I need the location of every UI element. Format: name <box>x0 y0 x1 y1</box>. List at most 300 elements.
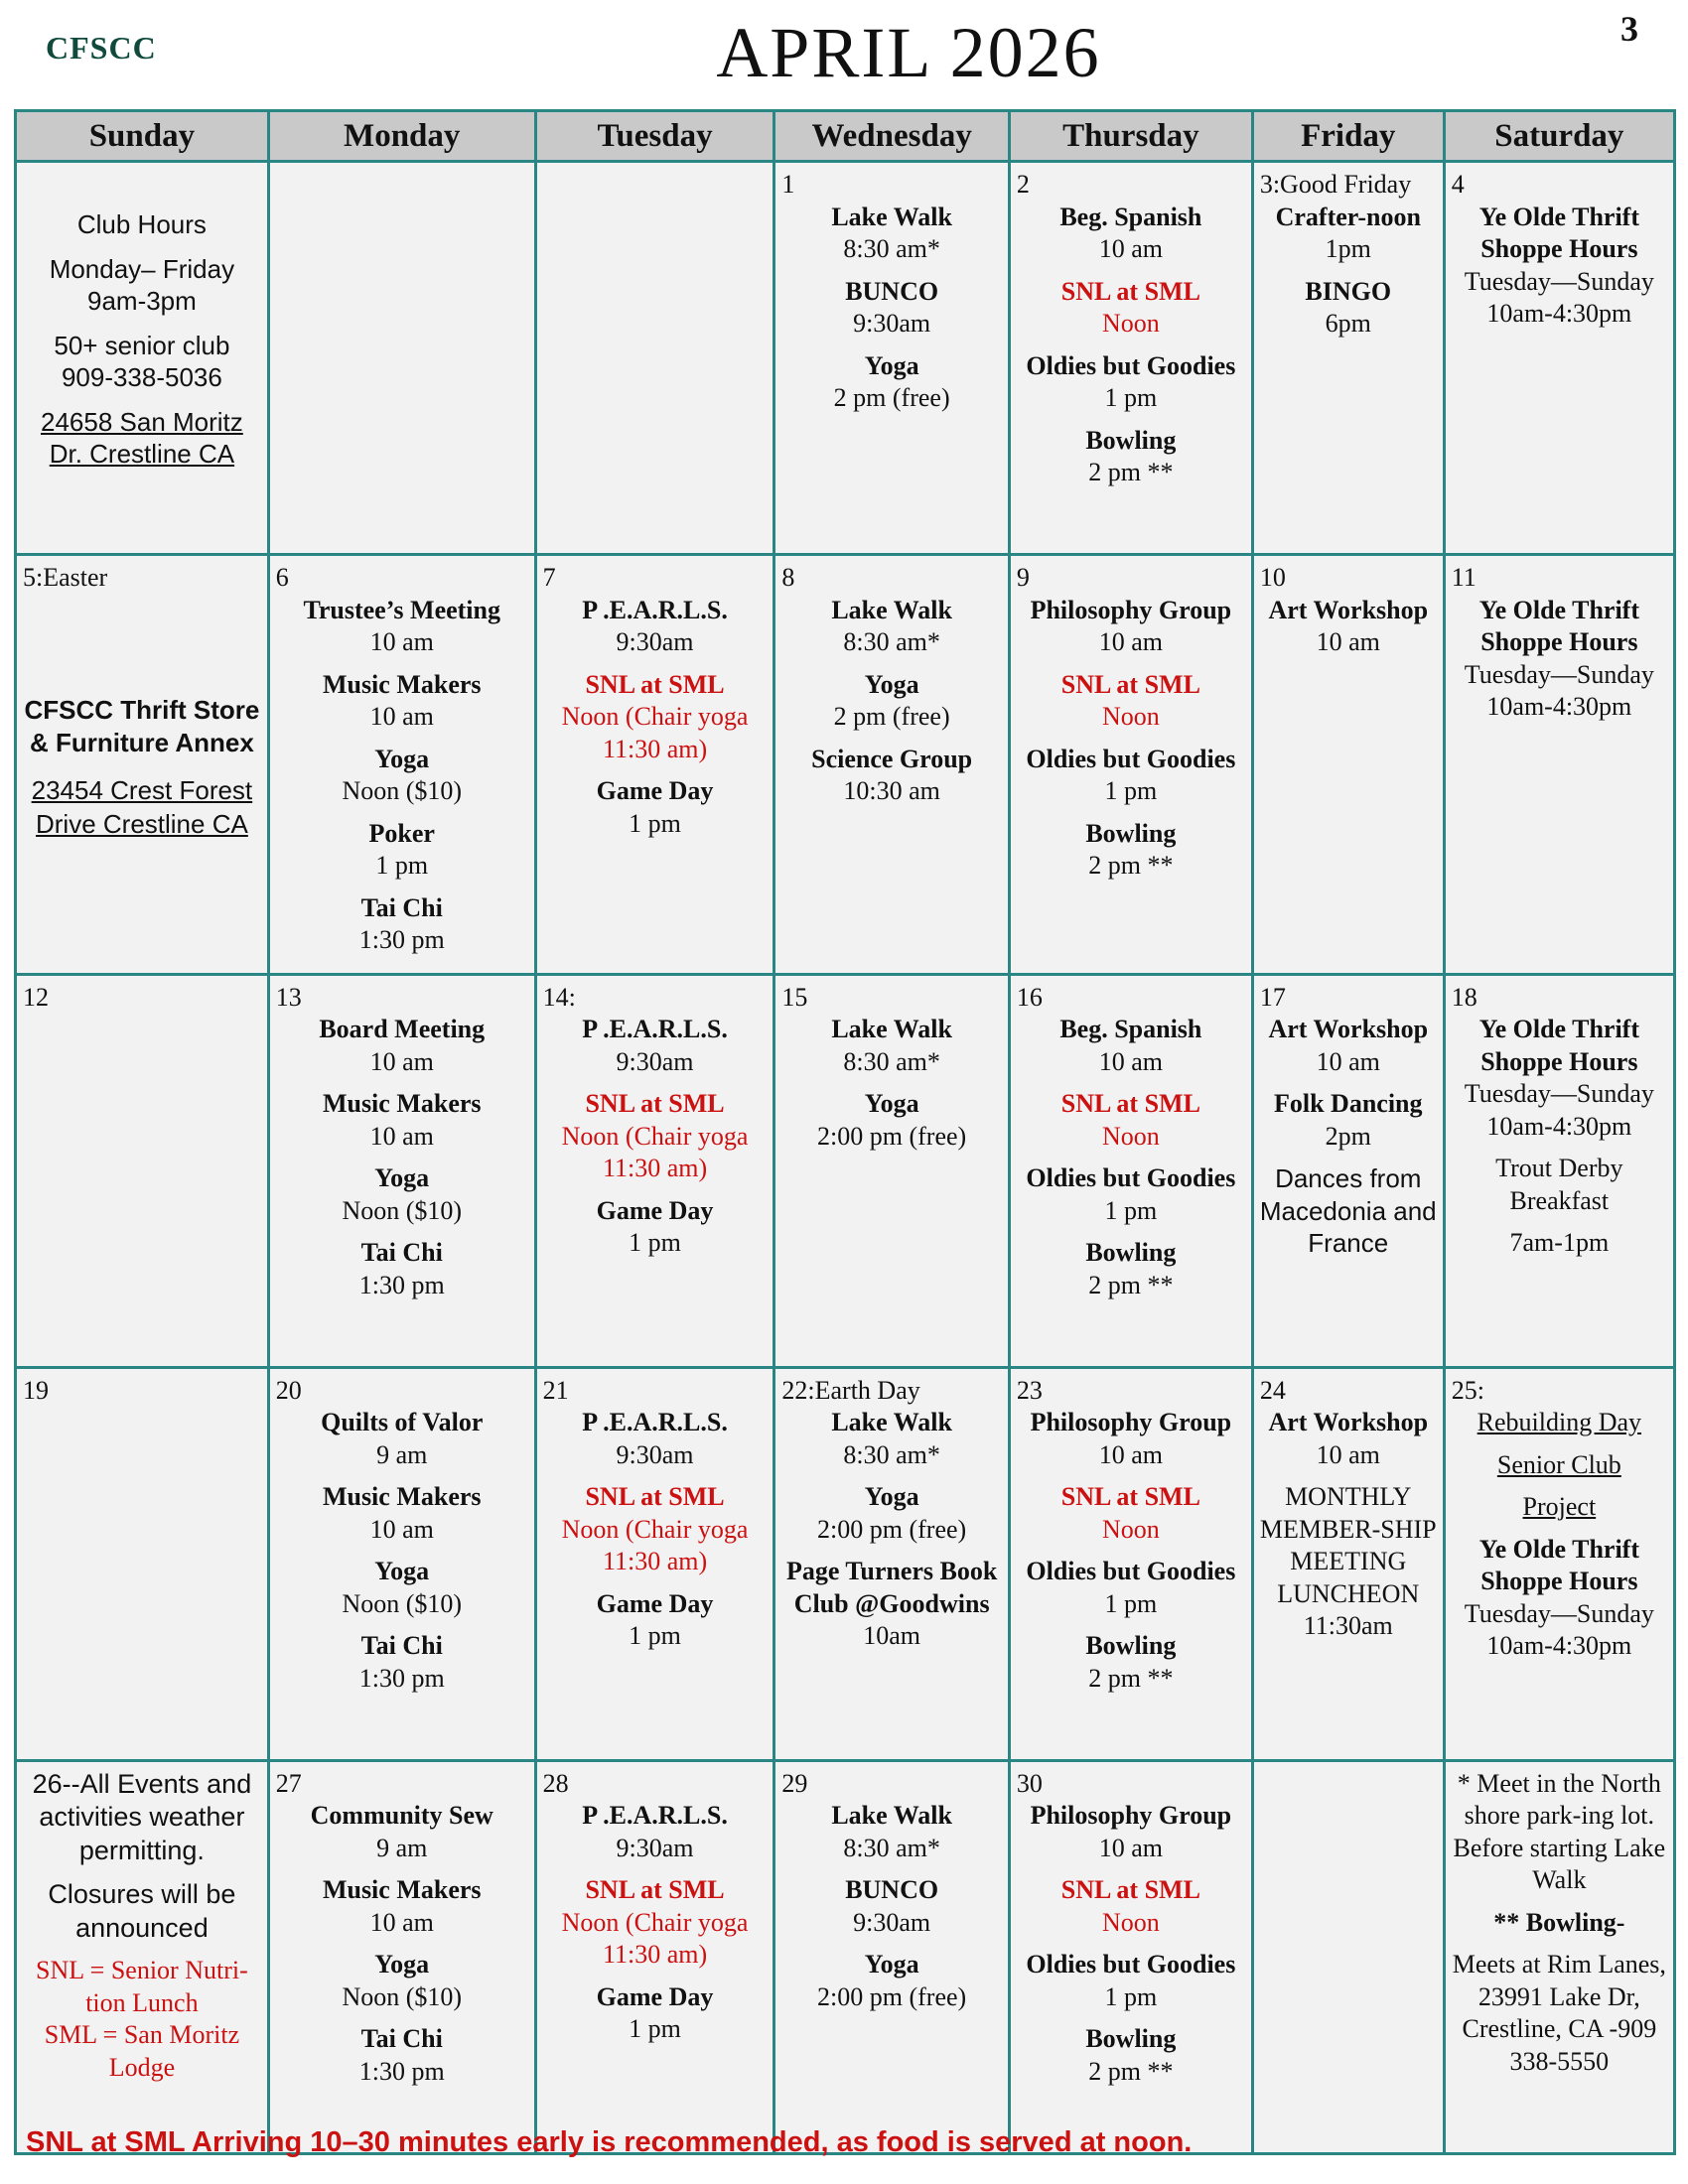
event <box>276 1800 528 1864</box>
day-number: 17 <box>1259 982 1286 1012</box>
event-name: P .E.A.R.L.S. <box>582 1015 728 1043</box>
event-time: Noon ($10) <box>342 1588 463 1618</box>
day-cell <box>16 974 269 1367</box>
club-address[interactable]: 24658 San Moritz Dr. Crestline CA <box>41 406 243 469</box>
event <box>543 1981 768 2046</box>
event-time: 1:30 pm <box>358 1663 445 1693</box>
event <box>276 892 528 957</box>
event-time: 8:30 am* <box>843 234 940 263</box>
event-name: Board Meeting <box>319 1015 486 1043</box>
event-time: Tuesday—Sunday 10am-4:30pm <box>1464 659 1654 721</box>
day-cell <box>535 1760 774 2153</box>
day-number: 18 <box>1451 982 1477 1012</box>
event-name: Lake Walk <box>831 1408 952 1436</box>
day-cell <box>1252 974 1444 1367</box>
event-time: Tuesday—Sunday 10am-4:30pm <box>1464 1079 1654 1141</box>
event <box>276 1949 528 2013</box>
day-number: 27 <box>275 1768 302 1798</box>
event <box>781 1556 1002 1653</box>
event-time: 1 pm <box>629 1228 681 1257</box>
event <box>276 1162 528 1227</box>
day-number: 28 <box>542 1768 569 1798</box>
event-name: Music Makers <box>322 1482 482 1511</box>
day-cell <box>1009 162 1252 555</box>
weekday-header: Sunday <box>16 111 269 162</box>
event-name: Oldies but Goodies <box>1026 744 1236 773</box>
event-name: Yoga <box>864 1482 919 1511</box>
event <box>1017 276 1245 341</box>
event-time: MONTHLY MEMBER-SHIP MEETING LUNCHEON 11:30am <box>1259 1482 1437 1640</box>
day-cell <box>1444 162 1674 555</box>
event-name: Poker <box>368 818 435 848</box>
weekday-header: Wednesday <box>774 111 1010 162</box>
day-number: 22:Earth Day <box>781 1375 920 1405</box>
event <box>1260 595 1437 659</box>
day-number: 20 <box>275 1375 302 1405</box>
event-time: Project <box>1522 1492 1597 1521</box>
event <box>276 669 528 734</box>
event-name: Oldies but Goodies <box>1026 1557 1236 1585</box>
event <box>1260 1014 1437 1078</box>
event-name: Oldies but Goodies <box>1026 350 1236 380</box>
sml-definition: SML = San Moritz Lodge <box>44 2020 240 2082</box>
event <box>1017 1556 1245 1620</box>
event-name: P .E.A.R.L.S. <box>582 595 728 624</box>
day-number: 14: <box>542 982 576 1012</box>
week-row <box>16 1367 1675 1760</box>
event-time: 9 am <box>376 1439 428 1469</box>
event <box>543 1800 768 1864</box>
event <box>781 1800 1002 1864</box>
event <box>1017 350 1245 415</box>
day-cell <box>1444 974 1674 1367</box>
event-name: Philosophy Group <box>1030 595 1232 624</box>
event-time: 2 pm ** <box>1088 1270 1174 1299</box>
event <box>276 1481 528 1546</box>
event <box>543 595 768 659</box>
event-name: SNL at SML <box>1060 276 1200 306</box>
event <box>781 744 1002 808</box>
event-time: 1 pm <box>1104 383 1158 412</box>
day-number: 21 <box>542 1375 569 1405</box>
event <box>1452 1014 1667 1143</box>
event-name: Yoga <box>374 1163 430 1192</box>
event-name: BUNCO <box>845 1875 939 1904</box>
event <box>1017 744 1245 808</box>
event-name: SNL at SML <box>1060 1482 1200 1511</box>
event-name: BUNCO <box>845 276 939 306</box>
weather-note: 26--All Events and activities weather permitting. <box>32 1768 252 1865</box>
event <box>1260 1481 1437 1643</box>
event-name: Yoga <box>864 1089 919 1118</box>
weekday-header: Friday <box>1252 111 1444 162</box>
closures-note: Closures will be announced <box>48 1878 236 1943</box>
event-time: 7am-1pm <box>1509 1228 1610 1257</box>
event-time: 2 pm (free) <box>833 702 950 731</box>
day-cell <box>1252 1367 1444 1760</box>
event-name: Game Day <box>596 1981 714 2011</box>
event <box>1452 1153 1667 1217</box>
event-name: Crafter-noon <box>1275 202 1421 231</box>
footer-note: SNL at SML Arriving 10–30 minutes early is recommended, as food is served at noon. <box>26 2126 1193 2158</box>
event-time: 8:30 am* <box>843 1833 940 1862</box>
event-time: 1 pm <box>629 2014 681 2043</box>
event <box>1260 1407 1437 1471</box>
event <box>543 1481 768 1578</box>
event <box>1017 669 1245 734</box>
snl-definition: SNL = Senior Nutri-tion Lunch <box>36 1956 248 2017</box>
event <box>781 1481 1002 1546</box>
event-time: 2 pm ** <box>1088 458 1174 486</box>
event-time: 10 am <box>1098 1046 1163 1076</box>
event-time: 10 am <box>369 1046 434 1076</box>
event-name: BINGO <box>1305 276 1392 306</box>
event-name: Yoga <box>374 1557 430 1585</box>
day-cell <box>774 974 1010 1367</box>
event <box>781 350 1002 415</box>
event <box>1017 595 1245 659</box>
event <box>543 669 768 766</box>
event-time: 6pm <box>1325 309 1371 338</box>
event-name: Yoga <box>864 669 919 699</box>
event-time: Tuesday—Sunday 10am-4:30pm <box>1464 266 1654 328</box>
day-cell <box>774 555 1010 975</box>
event <box>1017 1630 1245 1695</box>
event-name: Trustee’s Meeting <box>303 595 500 624</box>
bowling-note-label: ** Bowling- <box>1493 1907 1625 1937</box>
event-time: 1 pm <box>1104 1195 1158 1225</box>
event-name: Art Workshop <box>1268 595 1429 624</box>
event-name: Beg. Spanish <box>1059 1015 1202 1043</box>
day-number: 15 <box>781 982 808 1012</box>
event-name: Community Sew <box>310 1801 493 1830</box>
event <box>781 1014 1002 1078</box>
event-name: Ye Olde Thrift Shoppe Hours <box>1478 595 1639 656</box>
page-title: APRIL 2026 <box>716 13 1101 92</box>
event <box>276 1407 528 1471</box>
event-time: 1 pm <box>1104 1588 1158 1618</box>
event-time: Noon <box>1101 1514 1160 1544</box>
event-name: Folk Dancing <box>1273 1089 1423 1118</box>
day-cell <box>16 555 269 975</box>
event <box>543 1874 768 1972</box>
day-number: 29 <box>781 1768 808 1798</box>
event-name: Yoga <box>374 1950 430 1979</box>
event <box>276 2023 528 2088</box>
event-time: Senior Club <box>1496 1449 1621 1479</box>
event-name: P .E.A.R.L.S. <box>582 1408 728 1436</box>
event-time: Noon ($10) <box>342 776 463 805</box>
event <box>276 1088 528 1153</box>
event-name: SNL at SML <box>1060 1875 1200 1904</box>
event-time: Noon (Chair yoga 11:30 am) <box>561 1121 749 1182</box>
day-number: 24 <box>1259 1375 1286 1405</box>
day-number: 30 <box>1016 1768 1043 1798</box>
event <box>543 1195 768 1260</box>
event <box>781 276 1002 341</box>
event-name: Science Group <box>811 744 973 773</box>
event-time: 10 am <box>1098 1439 1163 1469</box>
event-name: Lake Walk <box>831 202 952 231</box>
event-name: SNL at SML <box>1060 669 1200 699</box>
club-contact: 50+ senior club 909-338-5036 <box>54 330 230 392</box>
day-cell <box>1252 162 1444 555</box>
event-time: Noon <box>1101 1907 1160 1937</box>
event <box>1017 1481 1245 1546</box>
event-name: SNL at SML <box>585 669 725 699</box>
day-cell <box>1252 555 1444 975</box>
event <box>781 595 1002 659</box>
day-cell <box>535 162 774 555</box>
event-time: Noon ($10) <box>342 1195 463 1225</box>
event-name: Lake Walk <box>831 1801 952 1830</box>
event <box>276 1874 528 1939</box>
event-name: Philosophy Group <box>1030 1408 1232 1436</box>
event <box>1452 1407 1667 1439</box>
event-name: Beg. Spanish <box>1059 202 1202 231</box>
event <box>1452 1534 1667 1663</box>
event-name: Tai Chi <box>360 1238 443 1267</box>
event <box>543 1407 768 1471</box>
event-name: Bowling <box>1085 1631 1177 1660</box>
event-name: P .E.A.R.L.S. <box>582 1801 728 1830</box>
event-time: 10 am <box>369 1907 434 1937</box>
event-time: 10 am <box>1316 1046 1380 1076</box>
event <box>1260 202 1437 266</box>
week-row <box>16 974 1675 1367</box>
weekday-header-row <box>16 111 1675 162</box>
event-time: Tuesday—Sunday 10am-4:30pm <box>1464 1598 1654 1660</box>
day-cell <box>1009 974 1252 1367</box>
event-time: Trout Derby Breakfast <box>1495 1154 1623 1215</box>
org-name: CFSCC <box>46 30 157 66</box>
event-name: Game Day <box>596 1588 714 1618</box>
event <box>1452 202 1667 331</box>
event-time: 10:30 am <box>843 776 940 805</box>
club-hours: Monday– Friday 9am-3pm <box>49 253 235 316</box>
event <box>1452 1491 1667 1524</box>
event-time: Noon (Chair yoga 11:30 am) <box>561 1907 749 1969</box>
day-number: 11 <box>1451 563 1477 592</box>
day-cell <box>1009 555 1252 975</box>
event-time: 1 pm <box>1104 1981 1158 2011</box>
event-time: 9:30am <box>616 1046 694 1076</box>
event-name: Bowling <box>1085 425 1177 455</box>
day-cell <box>16 1760 269 2153</box>
event-time: Noon (Chair yoga 11:30 am) <box>561 1514 749 1575</box>
event-name: Ye Olde Thrift Shoppe Hours <box>1478 202 1639 263</box>
day-number: 2 <box>1016 170 1030 199</box>
day-cell <box>1009 1367 1252 1760</box>
event-time: 10 am <box>369 702 434 731</box>
event <box>276 1237 528 1301</box>
event-name: Art Workshop <box>1268 1408 1429 1436</box>
event-name: Tai Chi <box>360 1631 443 1660</box>
event-time: Dances from Macedonia and France <box>1259 1163 1437 1258</box>
day-cell <box>268 162 535 555</box>
weekday-header: Saturday <box>1444 111 1674 162</box>
event-time: 9:30am <box>616 627 694 656</box>
event-time: Noon <box>1101 702 1160 731</box>
event <box>1260 1088 1437 1153</box>
event-time: 2pm <box>1325 1121 1371 1151</box>
thrift-store-label: CFSCC Thrift Store & Furniture Annex <box>24 694 260 758</box>
event <box>276 1630 528 1695</box>
event-name: SNL at SML <box>1060 1089 1200 1118</box>
event <box>1017 1874 1245 1939</box>
event-name: Lake Walk <box>831 595 952 624</box>
event-time: 9:30am <box>853 309 931 338</box>
event-time: 10 am <box>1316 627 1380 656</box>
event <box>1017 1162 1245 1227</box>
event-time: 10 am <box>1098 234 1163 263</box>
event-time: 1 pm <box>629 1621 681 1650</box>
day-cell <box>535 974 774 1367</box>
event-name: SNL at SML <box>585 1089 725 1118</box>
day-number: 3:Good Friday <box>1259 170 1412 199</box>
event <box>781 1874 1002 1939</box>
day-cell <box>535 1367 774 1760</box>
event-time: 10 am <box>1316 1439 1380 1469</box>
event <box>781 202 1002 266</box>
bowling-location: Meets at Rim Lanes, 23991 Lake Dr, Crestline, CA -909 338-5550 <box>1452 1950 1666 2076</box>
day-number: 7 <box>542 563 556 592</box>
event-time: Noon (Chair yoga 11:30 am) <box>561 702 749 763</box>
event <box>1017 1237 1245 1301</box>
event-name: SNL at SML <box>585 1482 725 1511</box>
event <box>276 818 528 883</box>
event-time: 9 am <box>376 1833 428 1862</box>
event-name: Quilts of Valor <box>321 1408 484 1436</box>
day-cell <box>1444 1760 1674 2153</box>
day-cell <box>1444 555 1674 975</box>
event-name: Game Day <box>596 1195 714 1225</box>
event <box>276 595 528 659</box>
event <box>543 1088 768 1185</box>
event-time: 2 pm ** <box>1088 1663 1174 1693</box>
event-time: 1 pm <box>375 851 429 880</box>
event <box>1017 1088 1245 1153</box>
day-cell <box>1444 1367 1674 1760</box>
day-number: 5:Easter <box>23 563 108 592</box>
week-row <box>16 162 1675 555</box>
event <box>543 1014 768 1078</box>
event <box>781 1949 1002 2013</box>
day-number: 25: <box>1451 1375 1484 1405</box>
event-time: 10 am <box>1098 1833 1163 1862</box>
day-number: 19 <box>23 1375 49 1405</box>
event-time: 10 am <box>369 627 434 656</box>
event-time: 1pm <box>1325 234 1371 263</box>
event-name: Bowling <box>1085 2024 1177 2053</box>
event-time: 10 am <box>369 1121 434 1151</box>
event-time: 1 pm <box>1104 776 1158 805</box>
event <box>543 1588 768 1653</box>
event-time: Noon <box>1101 309 1160 338</box>
event-time: 1:30 pm <box>358 1270 445 1299</box>
event-time: Noon <box>1101 1121 1160 1151</box>
event-time: 1 pm <box>629 808 681 838</box>
week-row <box>16 555 1675 975</box>
event <box>1452 1227 1667 1260</box>
lake-walk-note: * Meet in the North shore park-ing lot. Before starting Lake Walk <box>1453 1768 1666 1894</box>
day-cell <box>1009 1760 1252 2153</box>
event-time: 8:30 am* <box>843 1046 940 1076</box>
event-name: Art Workshop <box>1268 1015 1429 1043</box>
event-name: Music Makers <box>322 1875 482 1904</box>
event-name: SNL at SML <box>585 1875 725 1904</box>
day-number: 9 <box>1016 563 1030 592</box>
event-time: 2 pm ** <box>1088 2056 1174 2086</box>
event <box>781 1407 1002 1471</box>
day-number: 16 <box>1016 982 1043 1012</box>
day-number: 6 <box>275 563 289 592</box>
event-time: 2:00 pm (free) <box>817 1121 967 1151</box>
day-number: 8 <box>781 563 795 592</box>
event-name: Yoga <box>864 350 919 380</box>
event-time: 9:30am <box>616 1439 694 1469</box>
event <box>276 1556 528 1620</box>
event-time: 2 pm (free) <box>833 383 950 412</box>
thrift-store-address[interactable]: 23454 Crest Forest Drive Crestline CA <box>31 775 253 839</box>
event <box>1017 1949 1245 2013</box>
day-cell <box>535 555 774 975</box>
event-time: 8:30 am* <box>843 627 940 656</box>
weekday-header: Thursday <box>1009 111 1252 162</box>
event-name: Yoga <box>864 1950 919 1979</box>
event-name: Oldies but Goodies <box>1026 1950 1236 1979</box>
event-name: Game Day <box>596 776 714 805</box>
weekday-header: Monday <box>268 111 535 162</box>
event <box>543 775 768 840</box>
day-number: 10 <box>1259 563 1286 592</box>
event <box>276 744 528 808</box>
day-cell <box>774 162 1010 555</box>
event-name: Music Makers <box>322 669 482 699</box>
day-cell <box>774 1367 1010 1760</box>
day-number: 12 <box>23 982 49 1012</box>
event-name: Tai Chi <box>360 892 443 922</box>
event-name: Philosophy Group <box>1030 1801 1232 1830</box>
event-time: 8:30 am* <box>843 1439 940 1469</box>
event-time: 10 am <box>1098 627 1163 656</box>
day-cell <box>268 1367 535 1760</box>
event-name: Ye Olde Thrift Shoppe Hours <box>1478 1534 1639 1595</box>
event-name: Yoga <box>374 744 430 773</box>
event-name: Lake Walk <box>831 1015 952 1043</box>
event <box>1017 1014 1245 1078</box>
event-time: 2 pm ** <box>1088 851 1174 880</box>
day-cell <box>268 1760 535 2153</box>
event-name: Bowling <box>1085 1238 1177 1267</box>
event-name: Bowling <box>1085 818 1177 848</box>
day-cell <box>268 555 535 975</box>
event-time: Rebuilding Day <box>1477 1408 1642 1436</box>
event-name: Music Makers <box>322 1089 482 1118</box>
event-time: Noon ($10) <box>342 1981 463 2011</box>
calendar-grid <box>14 109 1676 2155</box>
event <box>1260 276 1437 341</box>
day-number: 13 <box>275 982 302 1012</box>
event-time: 2:00 pm (free) <box>817 1981 967 2011</box>
event-time: 9:30am <box>853 1907 931 1937</box>
event <box>1017 425 1245 489</box>
event-time: 10am <box>863 1621 921 1650</box>
club-hours-label: Club Hours <box>76 209 207 239</box>
day-number: 23 <box>1016 1375 1043 1405</box>
day-cell <box>268 974 535 1367</box>
event <box>781 669 1002 734</box>
